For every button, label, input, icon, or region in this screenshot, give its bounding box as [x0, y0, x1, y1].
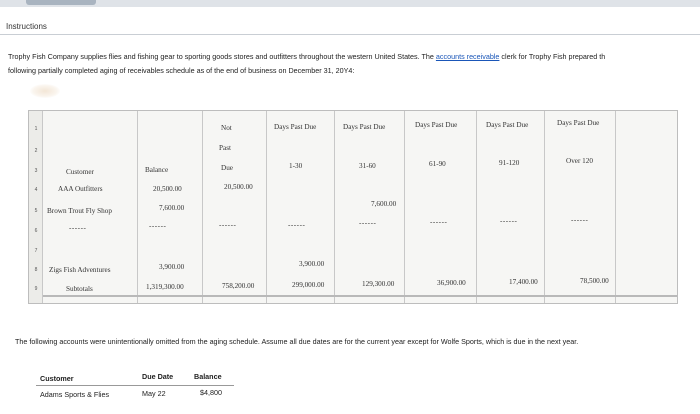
header-customer[interactable]: Customer: [66, 168, 94, 176]
cell-dashes[interactable]: ------: [219, 221, 237, 229]
header-due[interactable]: Due: [221, 164, 233, 172]
cell-subtotal-31-60[interactable]: 129,300.00: [362, 280, 395, 288]
top-toolbar: [0, 0, 700, 7]
omitted-accounts-text: The following accounts were unintentionally omitted from the aging schedule. Assume all due dates are for the current year except for Wolfe Sports, which is due in the next year.: [15, 337, 579, 346]
cell-subtotal-balance[interactable]: 1,319,300.00: [146, 283, 184, 291]
row-number: 6: [34, 228, 38, 234]
header-days-past-due[interactable]: Days Past Due: [415, 121, 458, 129]
intro-line-1: Trophy Fish Company supplies flies and fishing gear to sporting goods stores and outfitters throughout the western United States. The accounts receivable clerk for Trophy Fish prepared th: [8, 52, 606, 61]
row-number: 8: [34, 267, 38, 273]
subtotal-underline: [43, 295, 677, 297]
row-number: 3: [34, 168, 38, 174]
row-number: 9: [34, 286, 38, 292]
active-tab-indicator[interactable]: [26, 0, 96, 5]
omitted-accounts-table: [36, 370, 236, 414]
cell-31-60-brown[interactable]: 7,600.00: [371, 200, 397, 208]
header-not[interactable]: Not: [221, 124, 232, 132]
row-number: 2: [34, 148, 38, 154]
cell-not-past-due-aaa[interactable]: 20,500.00: [224, 183, 253, 191]
cell-dashes[interactable]: ------: [288, 221, 306, 229]
cell-balance-brown[interactable]: 7,600.00: [159, 204, 185, 212]
cell-subtotal-not-past-due[interactable]: 758,200.00: [222, 282, 255, 290]
cell-subtotals-label[interactable]: Subtotals: [66, 285, 93, 293]
header-balance[interactable]: Balance: [145, 166, 169, 174]
aging-schedule-spreadsheet: [28, 110, 678, 304]
cell-dashes[interactable]: ------: [500, 217, 518, 225]
cell-dashes[interactable]: ------: [69, 224, 87, 232]
header-past[interactable]: Past: [219, 144, 231, 152]
instructions-header: [0, 17, 700, 35]
header-days-past-due[interactable]: Days Past Due: [274, 123, 317, 131]
cell-balance-aaa[interactable]: 20,500.00: [153, 185, 182, 193]
row-number-column: [29, 111, 43, 303]
header-range-61-90[interactable]: 61-90: [429, 160, 446, 168]
header-days-past-due[interactable]: Days Past Due: [343, 123, 386, 131]
header-range-over-120[interactable]: Over 120: [566, 157, 593, 165]
cell-customer-aaa[interactable]: AAA Outfitters: [58, 185, 103, 193]
cell-customer-zigs[interactable]: Zigs Fish Adventures: [49, 266, 111, 274]
row-number: 1: [34, 126, 38, 132]
cell-1-30-zigs[interactable]: 3,900.00: [299, 260, 325, 268]
cell-customer-brown[interactable]: Brown Trout Fly Shop: [47, 207, 112, 215]
omitted-row-customer: Adams Sports & Flies: [40, 390, 110, 399]
accounts-receivable-link[interactable]: accounts receivable: [435, 52, 500, 61]
row-number: 4: [34, 187, 38, 193]
cell-dashes[interactable]: ------: [571, 216, 589, 224]
header-days-past-due[interactable]: Days Past Due: [557, 119, 600, 127]
cell-subtotal-61-90[interactable]: 36,900.00: [437, 279, 466, 287]
cell-dashes[interactable]: ------: [149, 222, 167, 230]
cell-subtotal-1-30[interactable]: 299,000.00: [292, 281, 325, 289]
row-number: 7: [34, 248, 38, 254]
col-header-due-date: Due Date: [142, 372, 174, 381]
cell-dashes[interactable]: ------: [430, 218, 448, 226]
col-header-customer: Customer: [40, 374, 74, 383]
cell-balance-zigs[interactable]: 3,900.00: [159, 263, 185, 271]
header-days-past-due[interactable]: Days Past Due: [486, 121, 529, 129]
omitted-row-balance: $4,800: [200, 388, 222, 397]
omitted-row-due-date: May 22: [142, 389, 166, 398]
cell-subtotal-over-120[interactable]: 78,500.00: [580, 277, 609, 285]
instructions-title: Instructions: [6, 22, 47, 31]
header-range-91-120[interactable]: 91-120: [499, 159, 520, 167]
header-range-31-60[interactable]: 31-60: [359, 162, 376, 170]
header-range-1-30[interactable]: 1-30: [289, 162, 303, 170]
intro-line-2: following partially completed aging of receivables schedule as of the end of business on December 31, 20Y4:: [8, 66, 355, 75]
col-header-balance: Balance: [194, 372, 222, 381]
row-number: 5: [34, 208, 38, 214]
intro-text: [8, 50, 700, 78]
photo-glare: [30, 84, 60, 98]
cell-subtotal-91-120[interactable]: 17,400.00: [509, 278, 538, 286]
cell-dashes[interactable]: ------: [359, 219, 377, 227]
